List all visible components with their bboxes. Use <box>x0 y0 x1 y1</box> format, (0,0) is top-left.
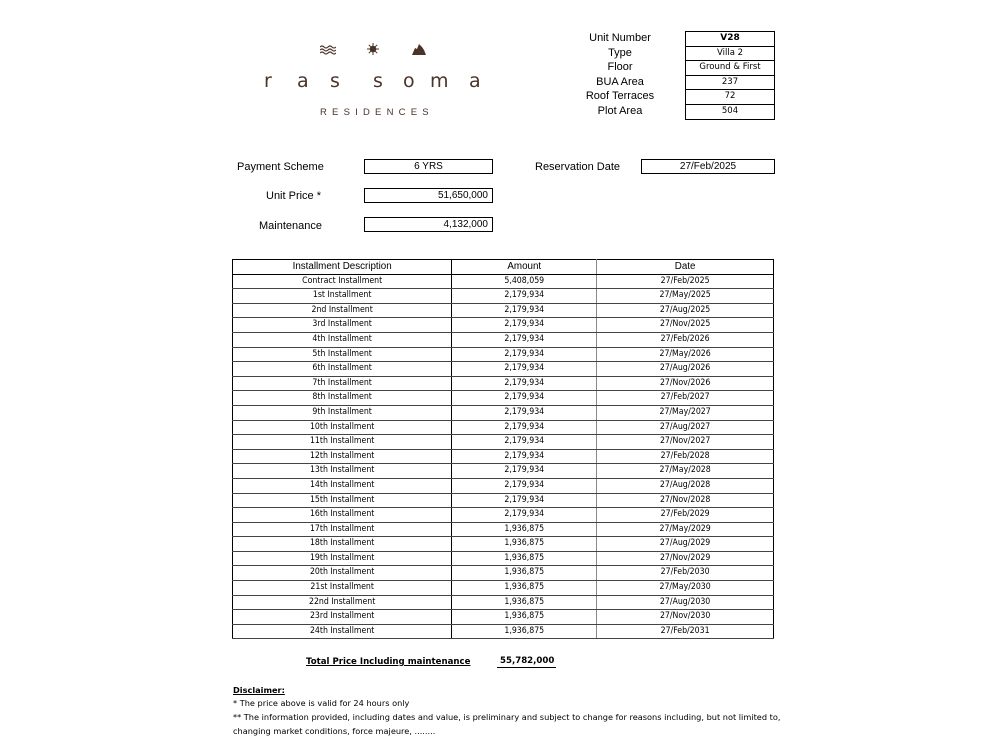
disclaimer-line-2: ** The information provided, including dates and value, is preliminary and subject to change for reasons including, but not limited to, <box>233 712 781 722</box>
installment-amount-cell: 1,936,875 <box>452 551 597 566</box>
table-header-row <box>233 260 774 275</box>
header-amount: Amount <box>452 260 597 275</box>
maintenance-field: 4,132,000 <box>364 217 493 232</box>
installment-date-cell: 27/Aug/2029 <box>597 537 774 552</box>
installment-description-cell: 11th Installment <box>233 435 452 450</box>
table-row <box>233 581 774 596</box>
installment-amount-cell: 1,936,875 <box>452 566 597 581</box>
table-row <box>233 303 774 318</box>
waves-icon <box>320 45 336 55</box>
unit-number-label: Unit Number <box>589 32 651 44</box>
installment-date-cell: 27/Nov/2027 <box>597 435 774 450</box>
table-row <box>233 420 774 435</box>
table-row <box>233 610 774 625</box>
installment-amount-cell: 2,179,934 <box>452 493 597 508</box>
installment-date-cell: 27/May/2028 <box>597 464 774 479</box>
installment-amount-cell: 1,936,875 <box>452 595 597 610</box>
table-row <box>233 508 774 523</box>
table-row <box>233 391 774 406</box>
installment-description-cell: 10th Installment <box>233 420 452 435</box>
installment-description-cell: 8th Installment <box>233 391 452 406</box>
bua-area-label: BUA Area <box>596 75 644 88</box>
disclaimer-title: Disclaimer: <box>233 685 285 695</box>
payment-scheme-label: Payment Scheme <box>237 161 324 173</box>
payment-scheme-field: 6 YRS <box>364 159 493 174</box>
installment-date-cell: 27/Feb/2026 <box>597 332 774 347</box>
table-row <box>233 522 774 537</box>
installment-description-cell: 1st Installment <box>233 289 452 304</box>
installment-amount-cell: 2,179,934 <box>452 508 597 523</box>
logo-subtitle: RESIDENCES <box>320 107 434 118</box>
installment-description-cell: Contract Installment <box>233 274 452 289</box>
installment-date-cell: 27/Nov/2026 <box>597 376 774 391</box>
table-row <box>233 347 774 362</box>
installment-date-cell: 27/Feb/2025 <box>597 274 774 289</box>
floor-value: Ground & First <box>686 60 774 75</box>
installment-description-cell: 15th Installment <box>233 493 452 508</box>
installment-date-cell: 27/Nov/2029 <box>597 551 774 566</box>
table-row <box>233 332 774 347</box>
total-price-value: 55,782,000 <box>497 656 556 668</box>
installment-description-cell: 9th Installment <box>233 405 452 420</box>
table-row <box>233 595 774 610</box>
installment-amount-cell: 1,936,875 <box>452 610 597 625</box>
installment-description-cell: 23rd Installment <box>233 610 452 625</box>
table-row <box>233 493 774 508</box>
unit-info-values <box>685 31 775 120</box>
installment-description-cell: 24th Installment <box>233 624 452 639</box>
installment-schedule-table <box>232 259 774 639</box>
installment-amount-cell: 1,936,875 <box>452 581 597 596</box>
table-row <box>233 624 774 639</box>
installment-amount-cell: 1,936,875 <box>452 624 597 639</box>
installment-amount-cell: 2,179,934 <box>452 289 597 304</box>
installment-description-cell: 21st Installment <box>233 581 452 596</box>
table-row <box>233 362 774 377</box>
installment-amount-cell: 2,179,934 <box>452 303 597 318</box>
type-label: Type <box>608 46 632 59</box>
installment-amount-cell: 2,179,934 <box>452 405 597 420</box>
installment-date-cell: 27/Nov/2030 <box>597 610 774 625</box>
installment-date-cell: 27/Aug/2030 <box>597 595 774 610</box>
installment-date-cell: 27/Nov/2025 <box>597 318 774 333</box>
installment-amount-cell: 2,179,934 <box>452 332 597 347</box>
installment-date-cell: 27/Aug/2025 <box>597 303 774 318</box>
installment-date-cell: 27/Feb/2029 <box>597 508 774 523</box>
installment-description-cell: 22nd Installment <box>233 595 452 610</box>
logo-icons <box>320 42 430 58</box>
installment-amount-cell: 2,179,934 <box>452 376 597 391</box>
table-row <box>233 318 774 333</box>
table-row <box>233 289 774 304</box>
table-row <box>233 376 774 391</box>
installment-amount-cell: 1,936,875 <box>452 522 597 537</box>
unit-number-value: V28 <box>720 33 740 43</box>
installment-description-cell: 20th Installment <box>233 566 452 581</box>
table-row <box>233 478 774 493</box>
bua-area-value: 237 <box>686 75 774 90</box>
installment-date-cell: 27/Feb/2030 <box>597 566 774 581</box>
table-row <box>233 537 774 552</box>
installment-description-cell: 17th Installment <box>233 522 452 537</box>
unit-price-label: Unit Price * <box>266 190 322 202</box>
installment-description-cell: 18th Installment <box>233 537 452 552</box>
floor-label: Floor <box>607 61 633 74</box>
installment-description-cell: 14th Installment <box>233 478 452 493</box>
installment-description-cell: 13th Installment <box>233 464 452 479</box>
installment-description-cell: 12th Installment <box>233 449 452 464</box>
installment-amount-cell: 2,179,934 <box>452 464 597 479</box>
installment-date-cell: 27/Feb/2027 <box>597 391 774 406</box>
header-description: Installment Description <box>233 260 452 275</box>
table-row <box>233 464 774 479</box>
header-date: Date <box>597 260 774 275</box>
maintenance-label: Maintenance <box>259 220 322 232</box>
installment-description-cell: 19th Installment <box>233 551 452 566</box>
unit-info-labels <box>570 31 670 119</box>
installment-amount-cell: 2,179,934 <box>452 347 597 362</box>
installment-description-cell: 2nd Installment <box>233 303 452 318</box>
installment-amount-cell: 1,936,875 <box>452 537 597 552</box>
disclaimer-line-1: * The price above is valid for 24 hours only <box>233 698 410 708</box>
installment-date-cell: 27/Feb/2028 <box>597 449 774 464</box>
disclaimer-line-3: changing market conditions, force majeure, ........ <box>233 726 436 736</box>
table-row <box>233 435 774 450</box>
installment-description-cell: 16th Installment <box>233 508 452 523</box>
installment-amount-cell: 2,179,934 <box>452 318 597 333</box>
installment-description-cell: 5th Installment <box>233 347 452 362</box>
table-row <box>233 551 774 566</box>
installment-description-cell: 3rd Installment <box>233 318 452 333</box>
installment-date-cell: 27/Feb/2031 <box>597 624 774 639</box>
installment-amount-cell: 2,179,934 <box>452 449 597 464</box>
installment-date-cell: 27/May/2030 <box>597 581 774 596</box>
installment-amount-cell: 5,408,059 <box>452 274 597 289</box>
brand-logo: r a s s o m a RESIDENCES <box>262 40 492 125</box>
roof-terraces-value: 72 <box>686 89 774 104</box>
sun-icon <box>367 43 379 55</box>
installment-date-cell: 27/Aug/2028 <box>597 478 774 493</box>
installment-amount-cell: 2,179,934 <box>452 420 597 435</box>
type-value: Villa 2 <box>686 46 774 61</box>
installment-amount-cell: 2,179,934 <box>452 478 597 493</box>
installment-date-cell: 27/Aug/2027 <box>597 420 774 435</box>
table-row <box>233 449 774 464</box>
installment-date-cell: 27/May/2026 <box>597 347 774 362</box>
installment-date-cell: 27/May/2027 <box>597 405 774 420</box>
reservation-date-label: Reservation Date <box>535 161 620 173</box>
installment-amount-cell: 2,179,934 <box>452 362 597 377</box>
reservation-date-field: 27/Feb/2025 <box>641 159 775 174</box>
table-row <box>233 566 774 581</box>
installment-amount-cell: 2,179,934 <box>452 391 597 406</box>
installment-date-cell: 27/Nov/2028 <box>597 493 774 508</box>
installment-date-cell: 27/May/2025 <box>597 289 774 304</box>
unit-price-field: 51,650,000 <box>364 188 493 203</box>
installment-date-cell: 27/Aug/2026 <box>597 362 774 377</box>
total-price-label: Total Price Including maintenance <box>306 657 471 667</box>
mountain-icon <box>412 43 426 55</box>
installment-amount-cell: 2,179,934 <box>452 435 597 450</box>
plot-area-value: 504 <box>686 104 774 119</box>
installment-description-cell: 7th Installment <box>233 376 452 391</box>
table-row <box>233 274 774 289</box>
installment-description-cell: 4th Installment <box>233 332 452 347</box>
roof-terraces-label: Roof Terraces <box>585 90 655 103</box>
plot-area-label: Plot Area <box>597 104 643 117</box>
installment-date-cell: 27/May/2029 <box>597 522 774 537</box>
installment-description-cell: 6th Installment <box>233 362 452 377</box>
table-row <box>233 405 774 420</box>
